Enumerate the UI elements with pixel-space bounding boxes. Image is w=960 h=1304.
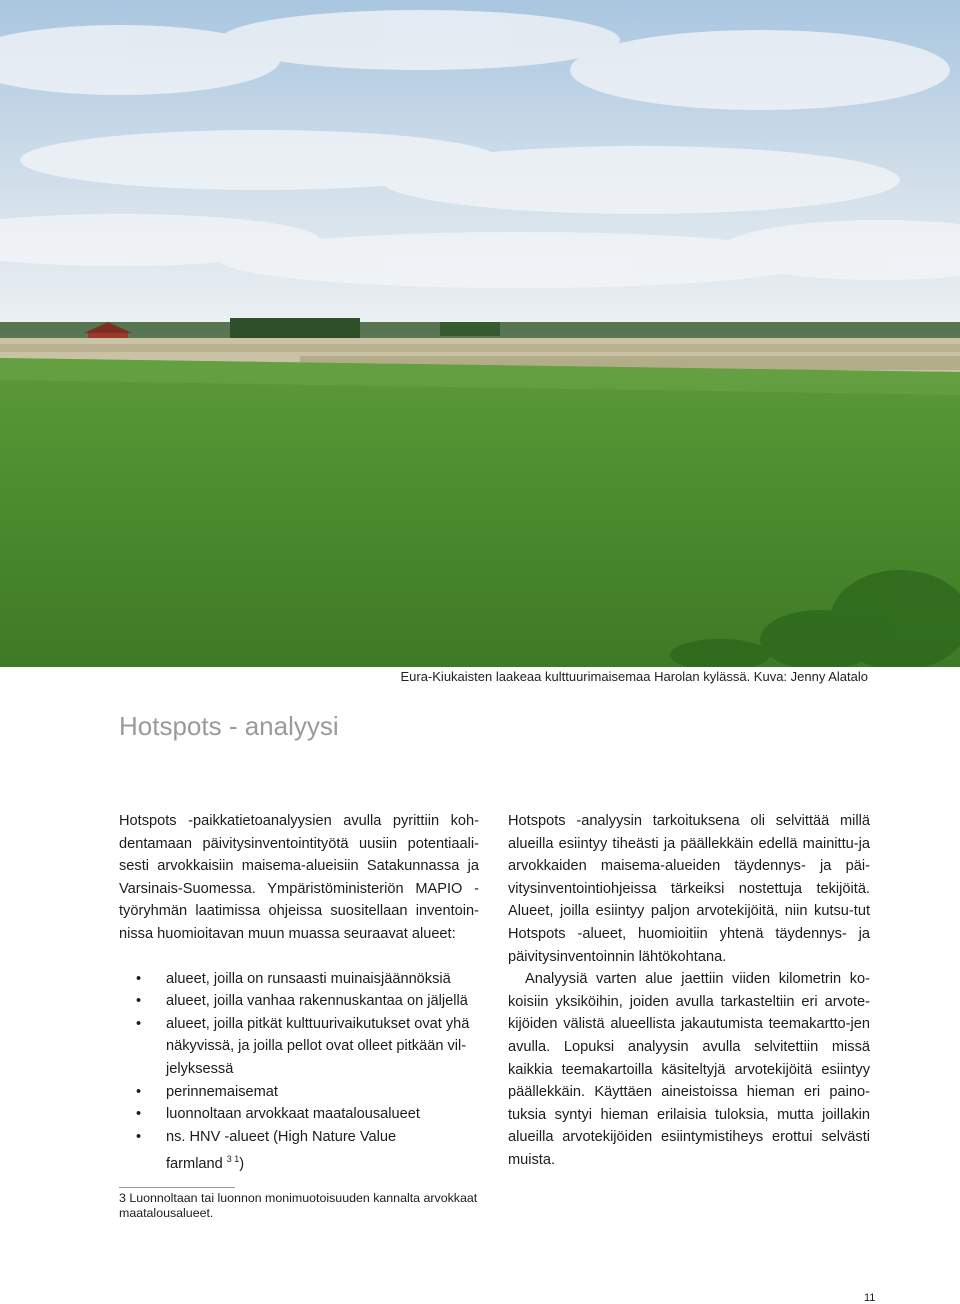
list-item-text: alueet, joilla pitkät kulttuurivaikutukset ovat yhä näkyvissä, ja joilla pellot ovat olleet pitkään vil-jelyksessä — [166, 1015, 470, 1077]
intro-paragraph: Hotspots -paikkatietoanalyysien avulla pyrittiin koh-dentamaan päivitysinventointityötä uusiin potentiaali-sesti arvokkaisiin maisema-alueisiin Satakunnassa ja Varsinais-Suomessa. Ympäristöministeriön MAPIO -työryhmän laatimissa ohjeissa suositellaan inventoin-nissa huomioitavan muun muassa seuraavat alueet: — [119, 813, 479, 942]
photo-caption: Eura-Kiukaisten laakeaa kulttuurimaisemaa Harolan kylässä. Kuva: Jenny Alatalo — [400, 669, 868, 684]
bullet: • — [136, 1128, 142, 1145]
list-item-text: perinnemaisemat — [166, 1083, 278, 1100]
list-item — [119, 1103, 479, 1126]
bullet: • — [136, 1106, 142, 1123]
paragraph: Hotspots -analyysin tarkoituksena oli selvittää millä alueilla esiintyy tiheästi ja päällekkäin edellä mainittu-ja arvokkaiden maisema-alueiden täydennys- ja päi-vitysinventointiohjeissa tärkeiksi nostettuja tekijöitä. Alueet, joilla esiintyy paljon arvotekijöitä, niin kutsu-tut Hotspots -alueet, huomioitiin yhtenä täydennys- ja päivitysinventoinnin lähtökohtana. — [508, 813, 870, 965]
list-item-text: ns. HNV -alueet (High Nature Value farmland — [166, 1128, 397, 1173]
bullet: • — [136, 993, 142, 1010]
footnote-ref: 3 1 — [226, 1154, 240, 1165]
list-item — [119, 1013, 479, 1081]
footnote: 3 Luonnoltaan tai luonnon monimuotoisuuden kannalta arvokkaat maatalousalueet. — [119, 1191, 478, 1220]
section-heading: Hotspots - analyysi — [119, 711, 339, 741]
paragraph: Analyysiä varten alue jaettiin viiden kilometrin ko-koisiin yksiköihin, joiden avulla tarkasteltiin eri arvote-kijöiden välistä alueellista jakautumista teemakartto-jen avulla. Lopuksi analyysin avulla selvitettiin missä kaikkia teemakartoilla käsiteltyjä arvotekijöitä esiintyy päällekkäin. Käyttäen aineistoissa hieman eri paino-tuksia syntyi hieman erilaisia tuloksia, mutta joillakin alueilla arvotekijöiden esiintymistiheys erottui selvästi muista. — [508, 971, 870, 1168]
bullet: • — [136, 1083, 142, 1100]
criteria-list — [119, 968, 479, 1176]
list-item — [119, 1126, 479, 1176]
page-number: 11 — [864, 1292, 876, 1304]
list-item-text: luonnoltaan arvokkaat maatalousalueet — [166, 1106, 420, 1123]
footnote-rule — [119, 1187, 235, 1188]
list-item-text: alueet, joilla vanhaa rakennuskantaa on jäljellä — [166, 993, 468, 1010]
list-item-text: alueet, joilla on runsaasti muinaisjäännöksiä — [166, 970, 451, 987]
list-item-end: ) — [239, 1156, 245, 1173]
right-column — [508, 810, 870, 1172]
list-item — [119, 1081, 479, 1104]
list-item — [119, 990, 479, 1013]
bullet: • — [136, 1015, 142, 1032]
bullet: • — [136, 970, 142, 987]
list-item — [119, 968, 479, 991]
left-column — [119, 810, 479, 1176]
